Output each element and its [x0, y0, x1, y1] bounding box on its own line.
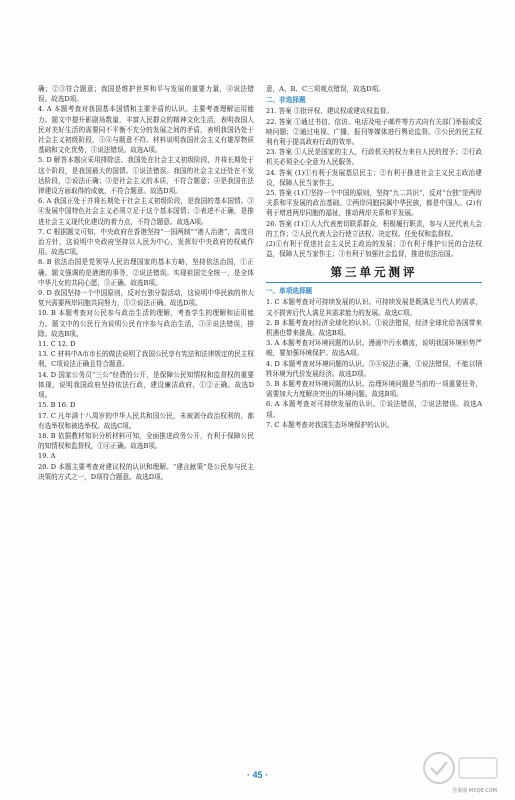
answer-paragraph: 5. D 解答本题应采用排除法。我国处在社会主义初级阶段，并将长期处于这个阶段，是我国最大的国情。①说法错误。我国的社会主义还处在不发达阶段，②说法正确；③是社会主义的本质，不符合题意；④是我国在法律建设方面取得的成就，不符合题意。故选D项。 — [38, 156, 254, 196]
answer-paragraph: 14. D 国家公务员“三公”经费的公开，是保障公民知情权和监督权的重要体现，说明我国政府坚持依法行政，建设廉洁政府，①②正确。故选D项。 — [38, 370, 254, 400]
answer-paragraph: 8. B 依法治国是党领导人民治理国家的基本方略，坚持依法治国，①正确。题文强调的是港澳的事务，②说法错误。实现祖国完全统一，是全体中华儿女的共同心愿，③正确。故选B项。 — [38, 258, 254, 287]
answer-paragraph: 意，A、B、C三项观点错误，故选D项。 — [266, 85, 385, 93]
answer-paragraph: (2)①有利于促进社会主义民主政治的发展；②有利于维护公民的合法权益，保障人民当家作主；③有利于加强社会监督，推进依法治国。 — [266, 240, 482, 259]
answer-paragraph: 15. B 16. D — [38, 401, 76, 410]
unit-answer-paragraph: 4. D 本题考查对环境问题的认识。③④说法正确，①说法错误，不能以牺牲环境为代价发展经济。故选D项。 — [266, 359, 482, 378]
answer-paragraph: 17. C 凡年满十八周岁的中华人民共和国公民，未被剥夺政治权利的，都有选举权和被选举权。故选C项。 — [38, 411, 254, 430]
unit-section-label: 一、单项选择题 — [266, 287, 313, 296]
unit-title: 第三单元测评 — [330, 265, 418, 280]
unit-answer-paragraph: 6. A 本题考查对可持续发展的认识。①说法错误，②说法错误。故选A项。 — [266, 400, 482, 419]
page-number-value: 45 — [252, 770, 263, 780]
page-number: · 45 · — [246, 770, 268, 780]
answer-paragraph: 18. B 依据教材知识分析材料可知，全面推进政务公开，有利于保障公民的知情权和监督权，①④正确。故选B项。 — [38, 431, 254, 451]
answer-paragraph: 确；②③符合题意；我国是维护世界和平与发展的重要力量，④说法错误。故选D项。 — [38, 85, 254, 104]
unit-answer-paragraph: 3. A 本题考查对环境问题的认识。漫画中污水横流，说明我国环境形势严峻，要加强环境保护。故选A项。 — [266, 339, 482, 358]
answer-paragraph: 11. C 12. D — [38, 340, 76, 349]
left-column — [38, 84, 254, 482]
answer-paragraph: 4. A 本题考查对我国基本国情和主要矛盾的认识。主要考查理解运用能力。题文中提升影剧场数量，丰富人民群众的精神文化生活，表明我国人民对美好生活的需要同不平衡不充分的发展之间的矛盾，表明我国仍处于社会主义初级阶段，③④与题意不符。材料说明我国社会主义有雄厚物质基础和文化优势，③说法错误。故选A项。 — [38, 105, 254, 155]
answer-paragraph: 22. 答案 ①通过书信、信访、电话及电子邮件等方式向有关部门举报或反映问题；②通过电视、广播、报刊等媒体进行舆论监督。③公民的民主权利有利于提高政府行政的效率。 — [266, 117, 482, 147]
answer-paragraph: 7. C 根据题文可知，中央政府在香港坚持“一国两制”“港人治港”，高度自治方针，这说明中央政府坚持以人民为中心，发挥好中央政府的权威作用。故选C项。 — [38, 227, 254, 257]
answer-paragraph: 26. 答案 (1)①人大代表密切联系群众，积极履行职责，参与人民代表大会的工作；②人民代表大会行使立法权、决定权、任免权和监督权。 — [266, 219, 482, 238]
answer-paragraph: 25. 答案 (1)①坚持一个中国的原则，坚持“九二共识”，反对“台独”是两岸关系和平发展的政治基础。②两岸同胞同属中华民族，都是中国人。(2)有利于增进两岸同胞的福祉，推动两岸关系和平发展。 — [266, 189, 482, 218]
unit-test-section — [266, 267, 482, 430]
answer-paragraph: 20. D 本题主要考查对建议权的认识和理解。“建言献策”是公民参与民主决策的方式之一，D项符合题意。故选D项。 — [38, 462, 254, 481]
answer-paragraph: 23. 答案 ①人民是国家的主人，行政机关的权力来自人民的授予；②行政机关必须全心全意为人民服务。 — [266, 148, 482, 167]
answer-paragraph: 9. D 我国坚持一个中国原则，反对台独分裂活动，这说明中华民族的伟大复兴需要两岸同胞共同努力，①③说法正确。故选D项。 — [38, 289, 254, 308]
unit-answer-paragraph: 2. B 本题考查对经济全球化的认识。①说法错误，经济全球化给各国带来机遇也带来挑战。故选B项。 — [266, 318, 482, 337]
right-column — [266, 84, 482, 430]
unit-answer-paragraph: 1. C 本题考查对可持续发展的认识。可持续发展是既满足当代人的需求，又不损害后代人满足其需求能力的发展。故选C项。 — [266, 298, 482, 317]
unit-answer-paragraph: 7. C 本题考查对我国生态环境保护的认识。 — [266, 420, 394, 429]
watermark-text: 答案圈 MXQE.COM — [452, 788, 497, 794]
unit-answer-paragraph: 5. B 本题考查对环境问题的认识。治理环境问题是当前的一项重要任务，需要加大力度解决突出的环境问题。故选B项。 — [266, 379, 482, 399]
section-label: 二、非选择题 — [266, 96, 306, 105]
answer-paragraph: 6. A 我国正处于并将长期处于社会主义初级阶段，是我国的基本国情。③④发展中国特色社会主义必须立足于这个基本国情；②表述不正确，是推进社会主义现代化建设的着力点，不符合题意。故选A项。 — [38, 197, 254, 226]
answer-paragraph: 13. C 材料中A市市长的做法说明了我国公民享有宪法和法律规定的民主权利，C项说法正确且符合题意。 — [38, 350, 254, 369]
answer-paragraph: 24. 答案 (1)①有利于发展基层民主；②有利于推进社会主义民主政治建设，保障人民当家作主。 — [266, 168, 482, 187]
answer-paragraph: 21. 答案 ①批评权、建议权或建议权监督。 — [266, 107, 393, 116]
answer-paragraph: 10. B 本题考查对公民参与政治生活的理解，考查学生的理解和运用能力。题文中的公民行为说明公民有序参与政治生活，③④说法错误，排除。故选B项。 — [38, 309, 254, 338]
unit-divider — [266, 282, 482, 284]
answer-paragraph: 19. A — [38, 452, 56, 461]
